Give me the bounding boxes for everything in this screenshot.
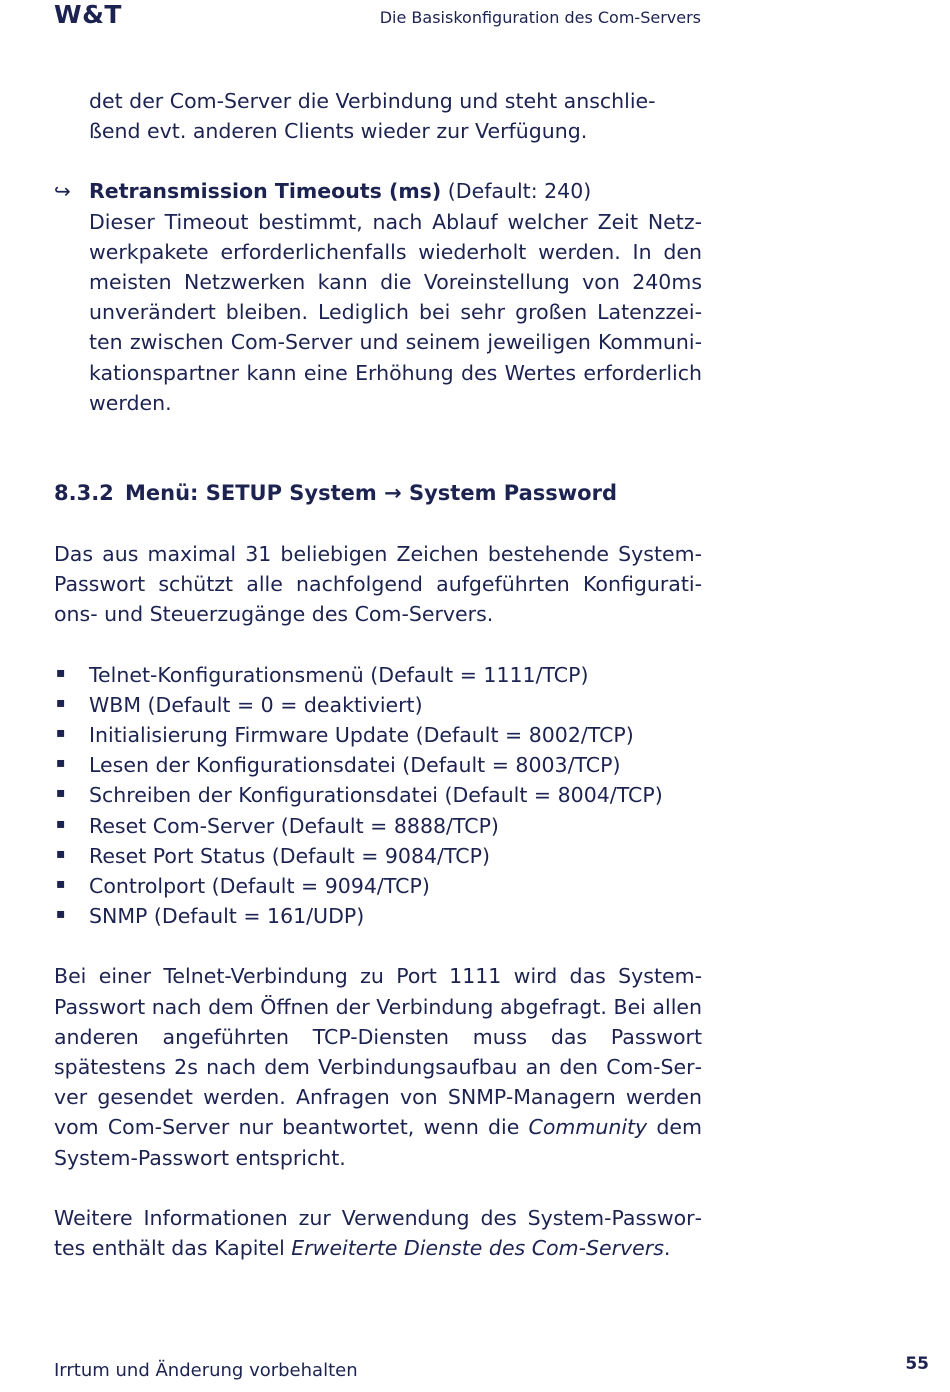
list-item: ▪ Schreiben der Konfigurationsdatei (Default = 8004/TCP): [54, 780, 702, 810]
hook-arrow-icon: ↪: [54, 179, 71, 204]
list-item: ▪ SNMP (Default = 161/UDP): [54, 901, 702, 931]
section-heading: [54, 478, 702, 508]
list-item: ▪ Initialisierung Firmware Update (Default = 8002/TCP): [54, 720, 702, 750]
company-logo: W&T: [54, 0, 122, 29]
list-item: ▪ Reset Port Status (Default = 9084/TCP): [54, 841, 702, 871]
retransmission-item: [54, 176, 702, 418]
further-info-paragraph: Weitere Informationen zur Verwendung des System-Passwortes enthält das Kapitel Erweiterte Dienste des Com-Servers.: [54, 1205, 702, 1261]
list-item: ▪ Reset Com-Server (Default = 8888/TCP): [54, 811, 702, 841]
chapter-reference: Erweiterte Dienste des Com-Servers: [291, 1236, 664, 1261]
section-number: 8.3.2: [54, 481, 114, 506]
bullet-icon: ▪: [56, 694, 66, 711]
bullet-icon: ▪: [56, 906, 66, 923]
intro-line-2: ßend evt. anderen Clients wieder zur Verfügung.: [89, 119, 588, 144]
bullet-icon: ▪: [56, 845, 66, 862]
running-header: Die Basiskonfiguration des Com-Servers: [379, 8, 701, 27]
section-title: Menü: SETUP System → System Password: [125, 481, 617, 506]
bullet-icon: ▪: [56, 815, 66, 832]
retransmission-default: (Default: 240): [447, 179, 592, 204]
list-item: ▪ Lesen der Konfigurationsdatei (Default = 8003/TCP): [54, 750, 702, 780]
telnet-paragraph: Bei einer Telnet-Verbindung zu Port 1111 wird das System-Passwort nach dem Öffnen der Verbindung abgefragt. Bei allen anderen angeführten TCP-Diensten muss das Passwort spätestens 2s nach dem Verbindungsaufbau an den Com-Server gesendet werden. Anfragen von SNMP-Managern werden vom Com-Server nur beantwortet, wenn die Community dem System-Passwort entspricht.: [54, 964, 702, 1170]
intro-paragraph: [89, 86, 702, 146]
bullet-icon: ▪: [56, 755, 66, 772]
bullet-icon: ▪: [56, 876, 66, 893]
bullet-icon: ▪: [56, 725, 66, 742]
list-item: ▪ Controlport (Default = 9094/TCP): [54, 871, 702, 901]
retransmission-title: Retransmission Timeouts (ms): [89, 179, 442, 204]
password-intro-paragraph: Das aus maximal 31 beliebigen Zeichen bestehende System-Passwort schützt alle nachfolgend aufgeführten Konfigurations- und Steuerzugänge des Com-Servers.: [54, 542, 702, 627]
list-item: ▪ Telnet-Konfigurationsmenü (Default = 1111/TCP): [54, 660, 702, 690]
footer-note: Irrtum und Änderung vorbehalten: [54, 1360, 358, 1381]
page-content: [54, 86, 702, 1263]
bullet-icon: ▪: [56, 785, 66, 802]
retransmission-heading: [89, 176, 702, 206]
page-number: 55: [905, 1354, 929, 1374]
retransmission-body: Dieser Timeout bestimmt, nach Ablauf welcher Zeit Netzwerkpakete erforderlichenfalls wiederholt werden. In den meisten Netzwerken kann die Voreinstellung von 240ms unverändert bleiben. Lediglich bei sehr großen Latenzzeiten zwischen Com-Server und seinem jeweiligen Kommunikationspartner kann eine Erhöhung des Wertes erforderlich werden.: [89, 209, 702, 415]
bullet-icon: ▪: [56, 664, 66, 681]
community-term: Community: [528, 1115, 648, 1140]
list-item: ▪ WBM (Default = 0 = deaktiviert): [54, 690, 702, 720]
access-list: [54, 660, 702, 932]
intro-line-1: det der Com-Server die Verbindung und steht anschlie-: [89, 89, 656, 113]
